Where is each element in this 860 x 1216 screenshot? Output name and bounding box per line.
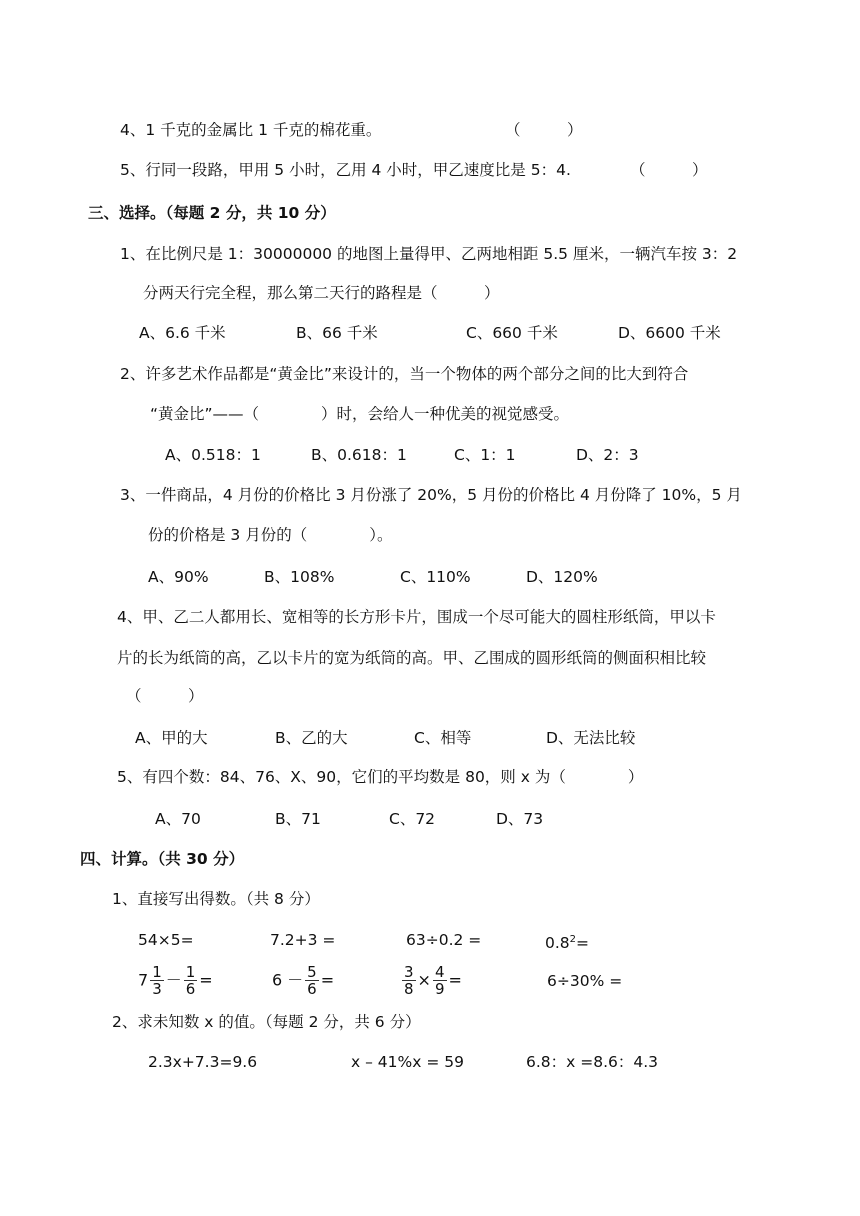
numerator: 4 xyxy=(434,963,445,981)
calc-row2-item2-fraction xyxy=(305,964,319,997)
calc-row3-item1: 2.3x+7.3=9.6 xyxy=(148,1053,258,1071)
calc-row2-item1-fraction1 xyxy=(150,964,164,997)
choice-q2-option-a: A、0.518：1 xyxy=(165,446,261,464)
denominator: 3 xyxy=(152,980,162,998)
judge-q4-paren: （ ） xyxy=(505,121,583,139)
choice-q2-option-c: C、1：1 xyxy=(454,446,516,464)
choice-q4-option-d: D、无法比较 xyxy=(546,729,636,747)
choice-q4-option-a: A、甲的大 xyxy=(135,729,208,747)
equals-sign: = xyxy=(199,970,213,990)
calc-row1-item1: 54×5= xyxy=(138,931,194,949)
calc-row1-item4-base: 0.8 xyxy=(545,934,570,953)
calc-row2-item2-whole: 6 xyxy=(272,970,283,990)
judge-q5-paren: （ ） xyxy=(630,161,708,179)
calc-row2-item3 xyxy=(400,962,462,999)
calc-row1-item4-eq: = xyxy=(576,934,590,953)
equals-sign: = xyxy=(320,970,335,990)
minus-sign: － xyxy=(165,970,182,990)
choice-q1-option-a: A、6.6 千米 xyxy=(139,324,226,342)
choice-q4-line1: 4、甲、乙二人都用长、宽相等的长方形卡片，围成一个尽可能大的圆柱形纸筒，甲以卡 xyxy=(117,608,716,626)
choice-q4-line3: （ ） xyxy=(126,687,204,705)
numerator: 3 xyxy=(404,963,414,981)
choice-q3-option-c: C、110% xyxy=(400,568,471,586)
choice-q2-line1: 2、许多艺术作品都是“黄金比”来设计的，当一个物体的两个部分之间的比大到符合 xyxy=(120,365,689,383)
choice-q3-option-d: D、120% xyxy=(526,568,598,586)
calc-row3-item2: x – 41%x = 59 xyxy=(351,1053,464,1071)
choice-q4-option-b: B、乙的大 xyxy=(275,729,348,747)
choice-q1-option-c: C、660 千米 xyxy=(466,324,558,342)
numerator: 1 xyxy=(152,963,162,981)
times-sign: × xyxy=(417,970,431,990)
calc-row2-item3-fraction1 xyxy=(402,964,416,997)
calc-heading: 四、计算。（共 30 分） xyxy=(80,850,245,868)
calc-sub2: 2、求未知数 x 的值。（每题 2 分，共 6 分） xyxy=(112,1013,421,1031)
calc-row2-item4: 6÷30% = xyxy=(547,972,623,990)
calc-row1-item3: 63÷0.2 = xyxy=(406,931,482,949)
choice-q1-line2: 分两天行完全程，那么第二天行的路程是（ ） xyxy=(143,284,500,302)
choice-q2-option-b: B、0.618：1 xyxy=(311,446,407,464)
judge-q4: 4、1 千克的金属比 1 千克的棉花重。 xyxy=(120,121,382,139)
choice-q5-option-c: C、72 xyxy=(389,810,436,828)
calc-sub1: 1、直接写出得数。（共 8 分） xyxy=(112,890,320,908)
calc-row2-item1-fraction2 xyxy=(184,964,198,997)
choice-q5-option-d: D、73 xyxy=(496,810,544,828)
equals-sign: = xyxy=(448,970,462,990)
choice-q3-option-a: A、90% xyxy=(148,568,209,586)
choice-heading: 三、选择。（每题 2 分，共 10 分） xyxy=(88,204,336,222)
choice-q2-option-d: D、2：3 xyxy=(576,446,639,464)
choice-q3-option-b: B、108% xyxy=(264,568,335,586)
judge-q5: 5、行同一段路，甲用 5 小时，乙用 4 小时，甲乙速度比是 5：4. xyxy=(120,161,571,179)
calc-row3-item3: 6.8：x =8.6：4.3 xyxy=(526,1053,659,1071)
calc-row1-item4 xyxy=(545,930,589,953)
choice-q3-line1: 3、一件商品，4 月份的价格比 3 月份涨了 20%，5 月份的价格比 4 月份降了 10%，5 月 xyxy=(120,486,742,504)
choice-q5-option-a: A、70 xyxy=(155,810,201,828)
choice-q5-line1: 5、有四个数：84、76、X、90，它们的平均数是 80，则 x 为（ ） xyxy=(117,768,644,786)
denominator: 6 xyxy=(307,980,317,998)
calc-row2-item2 xyxy=(272,962,334,999)
choice-q1-line1: 1、在比例尺是 1：30000000 的地图上量得甲、乙两地相距 5.5 厘米，一辆汽车按 3：2 xyxy=(120,245,738,263)
calc-row2-item1 xyxy=(138,962,213,999)
choice-q4-line2: 片的长为纸筒的高，乙以卡片的宽为纸筒的高。甲、乙围成的圆形纸筒的侧面积相比较 xyxy=(117,649,707,667)
denominator: 6 xyxy=(185,980,196,998)
numerator: 1 xyxy=(185,963,196,981)
choice-q3-line2: 份的价格是 3 月份的（ ）。 xyxy=(148,526,393,544)
choice-q2-line2: “黄金比”——（ ）时，会给人一种优美的视觉感受。 xyxy=(150,405,570,423)
numerator: 5 xyxy=(307,963,317,981)
calc-row2-item3-fraction2 xyxy=(433,964,447,997)
calc-row2-item1-whole: 7 xyxy=(138,970,149,990)
choice-q5-option-b: B、71 xyxy=(275,810,321,828)
choice-q1-option-d: D、6600 千米 xyxy=(618,324,721,342)
calc-row1-item4-exponent: 2 xyxy=(569,934,577,945)
choice-q1-option-b: B、66 千米 xyxy=(296,324,378,342)
calc-row1-item2: 7.2+3 = xyxy=(270,931,336,949)
minus-sign: － xyxy=(287,970,304,990)
denominator: 8 xyxy=(404,980,414,998)
choice-q4-option-c: C、相等 xyxy=(414,729,472,747)
denominator: 9 xyxy=(434,980,445,998)
